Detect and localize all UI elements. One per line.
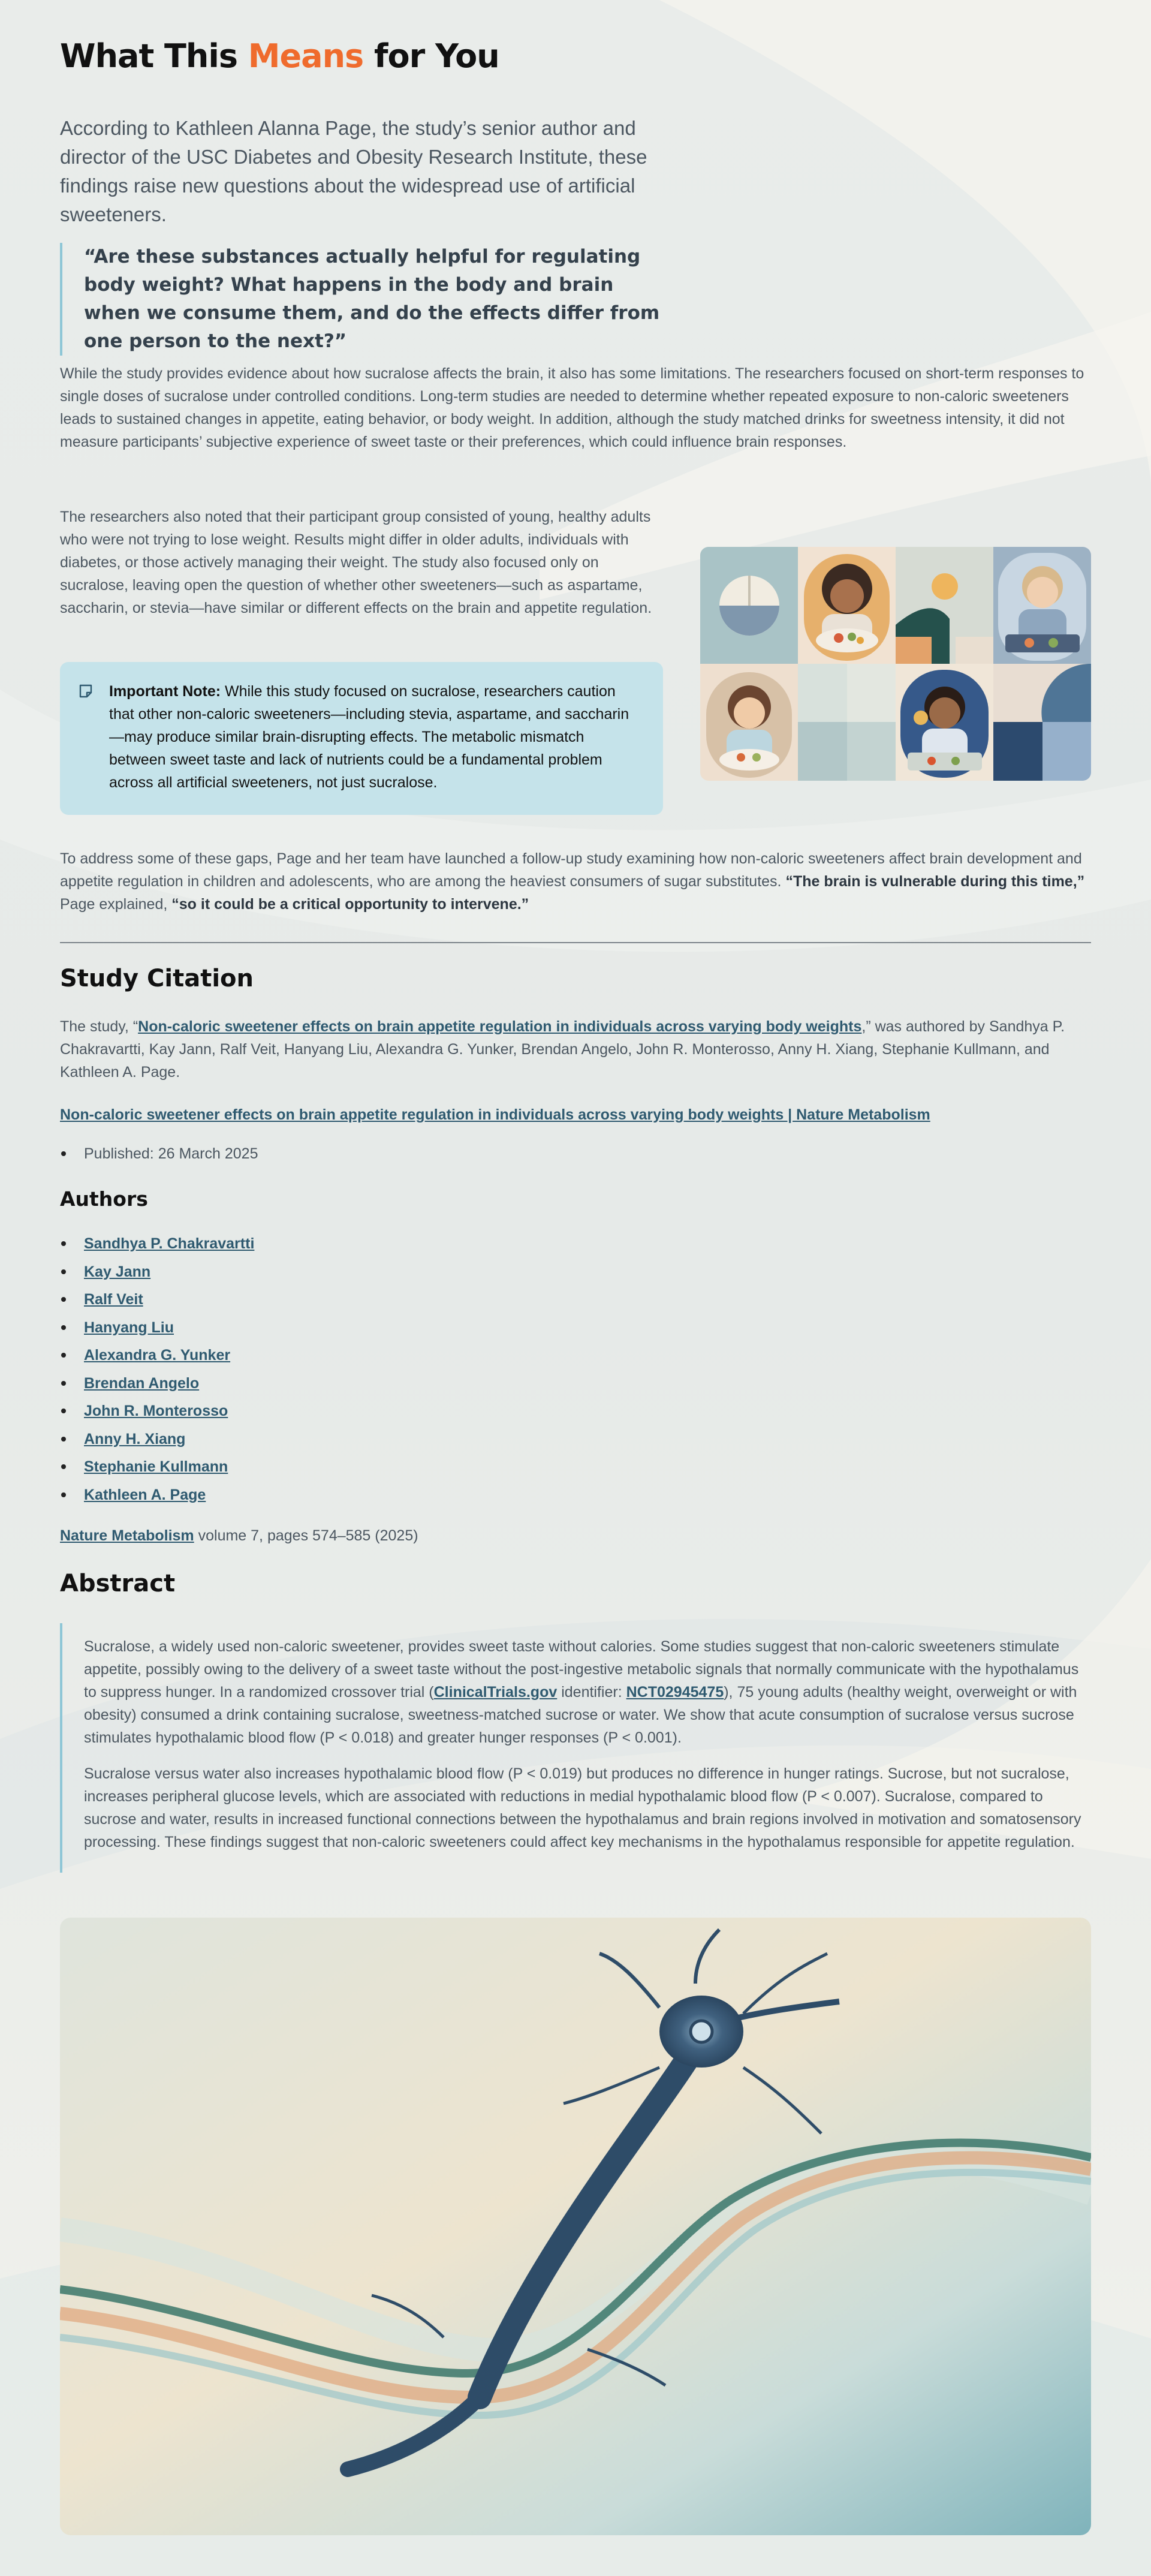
author-item bbox=[60, 1428, 254, 1456]
author-link[interactable]: Alexandra G. Yunker bbox=[84, 1347, 231, 1364]
limitations-paragraph: While the study provides evidence about how sucralose affects the brain, it also has some limitations. The researchers focused on short-term responses to single doses of sucralose under controlled conditions. Long-term studies are needed to determine whether repeated exposure to non-caloric sweeteners leads to sustained changes in appetite, eating behavior, or body weight. In addition, although the study matched drinks for sweetness intensity, it did not measure participants’ subjective experience of sweet taste or their preferences, which could influence brain responses. bbox=[60, 365, 1084, 450]
abstract-text: ), 75 young adults (healthy weight, overweight or with obesity) consumed a drink containing sucralose, sweetness-matched sucrose or water. We show that acute consumption of sucralose versus sucrose stimulates hypothalamic blood flow (P < 0.018) and greater hunger responses (P < 0.001). bbox=[84, 1684, 1077, 1746]
author-link[interactable]: John R. Monterosso bbox=[84, 1403, 228, 1419]
important-note-box bbox=[60, 662, 663, 815]
collage-tile bbox=[798, 664, 896, 781]
author-item bbox=[60, 1232, 254, 1260]
abstract-text: identifier: bbox=[557, 1684, 626, 1701]
section-divider bbox=[60, 942, 1091, 943]
abstract-heading: Abstract bbox=[60, 1570, 176, 1597]
author-link[interactable]: Stephanie Kullmann bbox=[84, 1458, 228, 1475]
citation-prefix: The study, “ bbox=[60, 1018, 138, 1035]
citation-authors: ,” was authored by Sandhya P. Chakravartti, Kay Jann, Ralf Veit, Hanyang Liu, Alexandra G. Yunker, Brendan Angelo, John R. Monterosso, Anny H. Xiang, Stephanie Kullmann, and Kathleen A. Page. bbox=[60, 1018, 1065, 1081]
author-link[interactable]: Brendan Angelo bbox=[84, 1374, 200, 1392]
collage-tile bbox=[993, 664, 1091, 781]
followup-text: To address some of these gaps, Page and her team have launched a follow-up study examining how non-caloric sweeteners affect brain development and appetite regulation in children and adolescents, who are among the heaviest consumers of sugar substitutes. bbox=[60, 850, 1082, 890]
abstract-block bbox=[60, 1623, 1091, 1873]
participants-paragraph: The researchers also noted that their participant group consisted of young, healthy adults who were not trying to lose weight. Results might differ in older adults, individuals with diabetes, or those actively managing their weight. The study also focused only on sucralose, leaving open the question of whether other sweeteners—such as aspartame, saccharin, or stevia—have similar or different effects on the brain and appetite regulation. bbox=[60, 508, 652, 616]
published-date: Published: 26 March 2025 bbox=[60, 1142, 258, 1165]
journal-name-link[interactable]: Nature Metabolism bbox=[60, 1527, 194, 1544]
neuron-image bbox=[60, 1918, 1091, 2535]
clinicaltrials-link[interactable]: ClinicalTrials.gov bbox=[433, 1684, 558, 1701]
author-item bbox=[60, 1400, 254, 1428]
author-item bbox=[60, 1316, 254, 1344]
journal-details: volume 7, pages 574–585 (2025) bbox=[194, 1527, 418, 1544]
followup-paragraph bbox=[60, 847, 1091, 916]
followup-text: Page explained, bbox=[60, 896, 172, 913]
section-title bbox=[60, 37, 499, 75]
author-link[interactable]: Kathleen A. Page bbox=[84, 1486, 206, 1503]
trial-id-link[interactable]: NCT02945475 bbox=[626, 1684, 724, 1701]
children-illustration-collage bbox=[700, 547, 1091, 781]
author-link[interactable]: Anny H. Xiang bbox=[84, 1430, 186, 1448]
lead-paragraph: According to Kathleen Alanna Page, the study’s senior author and director of the USC Diabetes and Obesity Research Institute, these findings raise new questions about the widespread use of artificial sweeteners. bbox=[60, 117, 647, 225]
abstract-paragraph bbox=[84, 1635, 1091, 1749]
neuron-illustration bbox=[60, 1918, 1091, 2535]
journal-reference bbox=[60, 1524, 418, 1547]
collage-tile bbox=[700, 547, 798, 664]
author-item bbox=[60, 1344, 254, 1372]
followup-quote: “so it could be a critical opportunity to intervene.” bbox=[171, 896, 529, 913]
journal-article-link[interactable]: Non-caloric sweetener effects on brain appetite regulation in individuals across varying body weights | Nature Metabolism bbox=[60, 1106, 930, 1123]
collage-tile-child bbox=[993, 547, 1091, 664]
citation-heading: Study Citation bbox=[60, 965, 254, 992]
title-accent: Means bbox=[248, 37, 364, 75]
note-label: Important Note: bbox=[109, 683, 221, 700]
authors-list bbox=[60, 1232, 254, 1511]
author-item bbox=[60, 1455, 254, 1483]
authors-heading: Authors bbox=[60, 1187, 148, 1211]
author-link[interactable]: Hanyang Liu bbox=[84, 1319, 174, 1336]
note-icon bbox=[78, 684, 94, 699]
journal-article-line bbox=[60, 1103, 930, 1126]
note-text: While this study focused on sucralose, researchers caution that other non-caloric sweeteners—including stevia, aspartame, and saccharin—may produce similar brain-disrupting effects. The metabolic mismatch between sweet taste and lack of nutrients could be a fundamental problem across all artificial sweeteners, not just sucralose. bbox=[109, 683, 629, 791]
study-title-link[interactable]: Non-caloric sweetener effects on brain appetite regulation in individuals across varying body weights bbox=[138, 1018, 862, 1035]
citation-paragraph bbox=[60, 1015, 1091, 1084]
collage-tile-child bbox=[896, 664, 993, 781]
author-item bbox=[60, 1260, 254, 1289]
author-link[interactable]: Ralf Veit bbox=[84, 1291, 143, 1308]
title-part: What This bbox=[60, 37, 248, 75]
author-link[interactable]: Sandhya P. Chakravartti bbox=[84, 1235, 255, 1252]
collage-tile-child bbox=[700, 664, 798, 781]
collage-tile-child bbox=[798, 547, 896, 664]
followup-quote: “The brain is vulnerable during this time,” bbox=[785, 873, 1085, 890]
collage-tile bbox=[896, 547, 993, 664]
author-item bbox=[60, 1288, 254, 1316]
author-link[interactable]: Kay Jann bbox=[84, 1263, 151, 1280]
title-part: for You bbox=[363, 37, 499, 75]
abstract-paragraph: Sucralose versus water also increases hypothalamic blood flow (P < 0.019) but produces no difference in hunger ratings. Sucrose, but not sucralose, increases peripheral glucose levels, which are associated with reductions in medial hypothalamic blood flow (P < 0.007). Sucralose, compared to sucrose and water, results in increased functional connections between the hypothalamus and brain regions involved in motivation and somatosensory processing. These findings suggest that non-caloric sweeteners could affect key mechanisms in the hypothalamus responsible for appetite regulation. bbox=[84, 1765, 1081, 1850]
author-item bbox=[60, 1483, 254, 1512]
abstract-text: Sucralose, a widely used non-caloric sweetener, provides sweet taste without calories. Some studies suggest that non-caloric sweeteners stimulate appetite, possibly owing to the delivery of a sweet taste without the post-ingestive metabolic signals that normally communicate with the hypothalamus to suppress hunger. In a randomized crossover trial ( bbox=[84, 1638, 1079, 1701]
author-item bbox=[60, 1372, 254, 1400]
pull-quote: “Are these substances actually helpful for regulating body weight? What happens in the body and brain when we consume them, and do the effects differ from one person to the next?” bbox=[60, 243, 665, 356]
